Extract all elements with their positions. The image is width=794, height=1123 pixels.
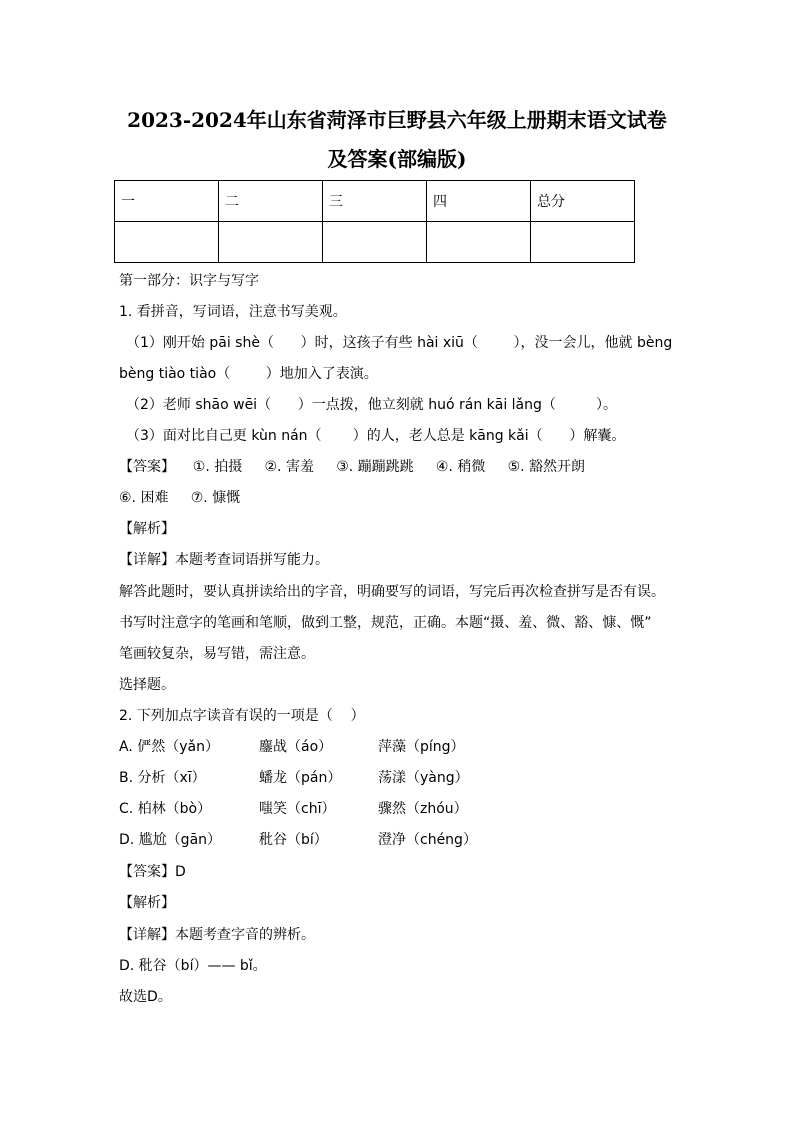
question-1: 1. 看拼音，写词语，注意书写美观。 bbox=[119, 304, 347, 320]
detail-1: 【详解】本题考查词语拼写能力。 bbox=[119, 552, 329, 568]
section-heading: 第一部分：识字与写字 bbox=[119, 273, 259, 289]
question-1-part-2: （2）老师 shāo wēi（ ）一点拨，他立刻就 huó rán kāi lǎng（ ）。 bbox=[126, 397, 617, 413]
option-d-word-1: D. 尴尬（gān） bbox=[119, 832, 222, 848]
explanation-paragraph-1: 解答此题时，要认真拼读给出的字音，明确要写的词语，写完后再次检查拼写是否有误。 bbox=[119, 584, 665, 600]
option-c-word-1: C. 柏林（bò） bbox=[119, 801, 212, 817]
answer-1-cont: ⑥. 困难 ⑦. 慷慨 bbox=[119, 490, 241, 506]
analysis-heading-2: 【解析】 bbox=[119, 895, 175, 911]
explanation-paragraph-2: 书写时注意字的笔画和笔顺，做到工整，规范，正确。本题“摄、羞、微、豁、慷、慨” bbox=[119, 615, 652, 631]
score-table-value-row bbox=[115, 222, 635, 263]
question-2: 2. 下列加点字读音有误的一项是（ ） bbox=[119, 708, 365, 724]
answer-1: 【答案】 ①. 拍摄 ②. 害羞 ③. 蹦蹦跳跳 ④. 稍微 ⑤. 豁然开朗 bbox=[119, 459, 586, 475]
score-header-1: 一 bbox=[115, 181, 219, 222]
score-cell-4 bbox=[427, 222, 531, 263]
option-c-word-3: 骤然（zhóu） bbox=[378, 801, 468, 817]
score-cell-total bbox=[531, 222, 635, 263]
score-table bbox=[114, 180, 635, 263]
final-answer: 故选D。 bbox=[119, 989, 172, 1005]
score-header-2: 二 bbox=[219, 181, 323, 222]
option-b-word-1: B. 分析（xī） bbox=[119, 770, 206, 786]
answer-2: 【答案】D bbox=[119, 864, 186, 880]
score-cell-1 bbox=[115, 222, 219, 263]
score-header-4: 四 bbox=[427, 181, 531, 222]
section-choice: 选择题。 bbox=[119, 677, 175, 693]
question-1-part-1-cont: bèng tiào tiào（ ）地加入了表演。 bbox=[119, 366, 378, 382]
option-c-word-2: 嗤笑（chī） bbox=[259, 801, 336, 817]
score-cell-3 bbox=[323, 222, 427, 263]
correction-line: D. 秕谷（bí）—— bǐ。 bbox=[119, 958, 267, 974]
score-header-total: 总分 bbox=[531, 181, 635, 222]
option-a-word-3: 萍藻（píng） bbox=[378, 739, 465, 755]
document-title-line2: 及答案(部编版) bbox=[327, 147, 467, 171]
score-header-3: 三 bbox=[323, 181, 427, 222]
analysis-heading-1: 【解析】 bbox=[119, 521, 175, 537]
option-a-word-1: A. 俨然（yǎn） bbox=[119, 739, 219, 755]
score-table-header-row bbox=[115, 181, 635, 222]
option-d-word-2: 秕谷（bí） bbox=[259, 832, 328, 848]
option-a-word-2: 鏖战（áo） bbox=[259, 739, 333, 755]
question-1-part-3: （3）面对比自己更 kùn nán（ ）的人，老人总是 kāng kǎi（ ）解囊。 bbox=[126, 428, 626, 444]
document-title-line1: 2023-2024年山东省菏泽市巨野县六年级上册期末语文试卷 bbox=[127, 108, 667, 132]
question-1-part-1: （1）刚开始 pāi shè（ ）时，这孩子有些 hài xiū（ ），没一会儿，他就 bèng bbox=[126, 335, 673, 351]
option-b-word-2: 蟠龙（pán） bbox=[259, 770, 342, 786]
explanation-paragraph-3: 笔画较复杂，易写错，需注意。 bbox=[119, 646, 315, 662]
detail-2: 【详解】本题考查字音的辨析。 bbox=[119, 927, 315, 943]
option-b-word-3: 荡漾（yàng） bbox=[378, 770, 469, 786]
option-d-word-3: 澄净（chéng） bbox=[378, 832, 477, 848]
score-cell-2 bbox=[219, 222, 323, 263]
